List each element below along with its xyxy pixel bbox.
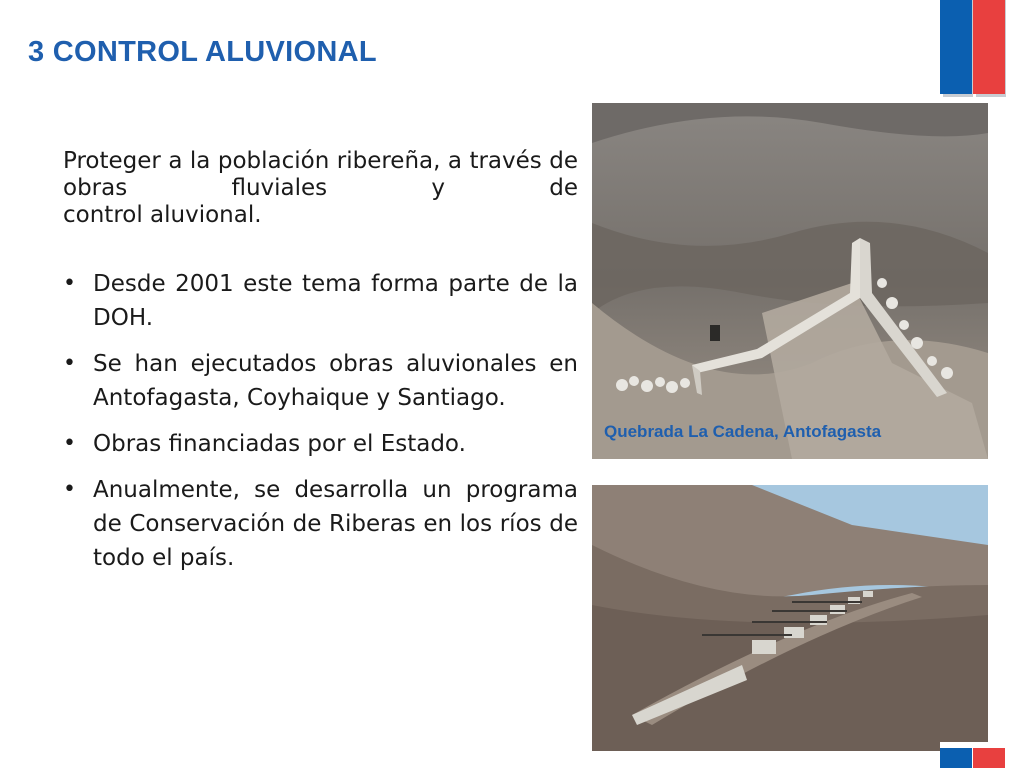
bullet-text: Obras financiadas por el Estado. bbox=[93, 431, 466, 457]
bullet-item bbox=[63, 267, 578, 335]
flag-stripes-top bbox=[940, 0, 1024, 100]
bullet-icon: • bbox=[63, 271, 76, 296]
slide-body bbox=[63, 148, 578, 587]
intro-line-1: Proteger a la población ribereña, a través de obras fluviales y de bbox=[63, 148, 578, 201]
bullet-icon: • bbox=[63, 351, 76, 376]
intro-paragraph bbox=[63, 148, 578, 229]
bullet-text: Se han ejecutados obras aluvionales en Antofagasta, Coyhaique y Santiago. bbox=[93, 351, 578, 411]
photo-check-dams-valley bbox=[592, 485, 988, 751]
bullet-item bbox=[63, 473, 578, 575]
bullet-text: Anualmente, se desarrolla un programa de Conservación de Riberas en los ríos de todo el país. bbox=[93, 477, 578, 571]
bullet-list bbox=[63, 267, 578, 575]
bullet-text: Desde 2001 este tema forma parte de la DOH. bbox=[93, 271, 578, 331]
photo-quebrada-la-cadena bbox=[592, 103, 988, 459]
photo-caption: Quebrada La Cadena, Antofagasta bbox=[604, 422, 882, 441]
bullet-icon: • bbox=[63, 477, 76, 502]
flag-stripes-bottom bbox=[940, 742, 1024, 768]
bullet-item bbox=[63, 427, 578, 461]
slide-title: 3 CONTROL ALUVIONAL bbox=[28, 36, 377, 68]
bullet-item bbox=[63, 347, 578, 415]
intro-line-2: control aluvional. bbox=[63, 202, 262, 228]
bullet-icon: • bbox=[63, 431, 76, 456]
